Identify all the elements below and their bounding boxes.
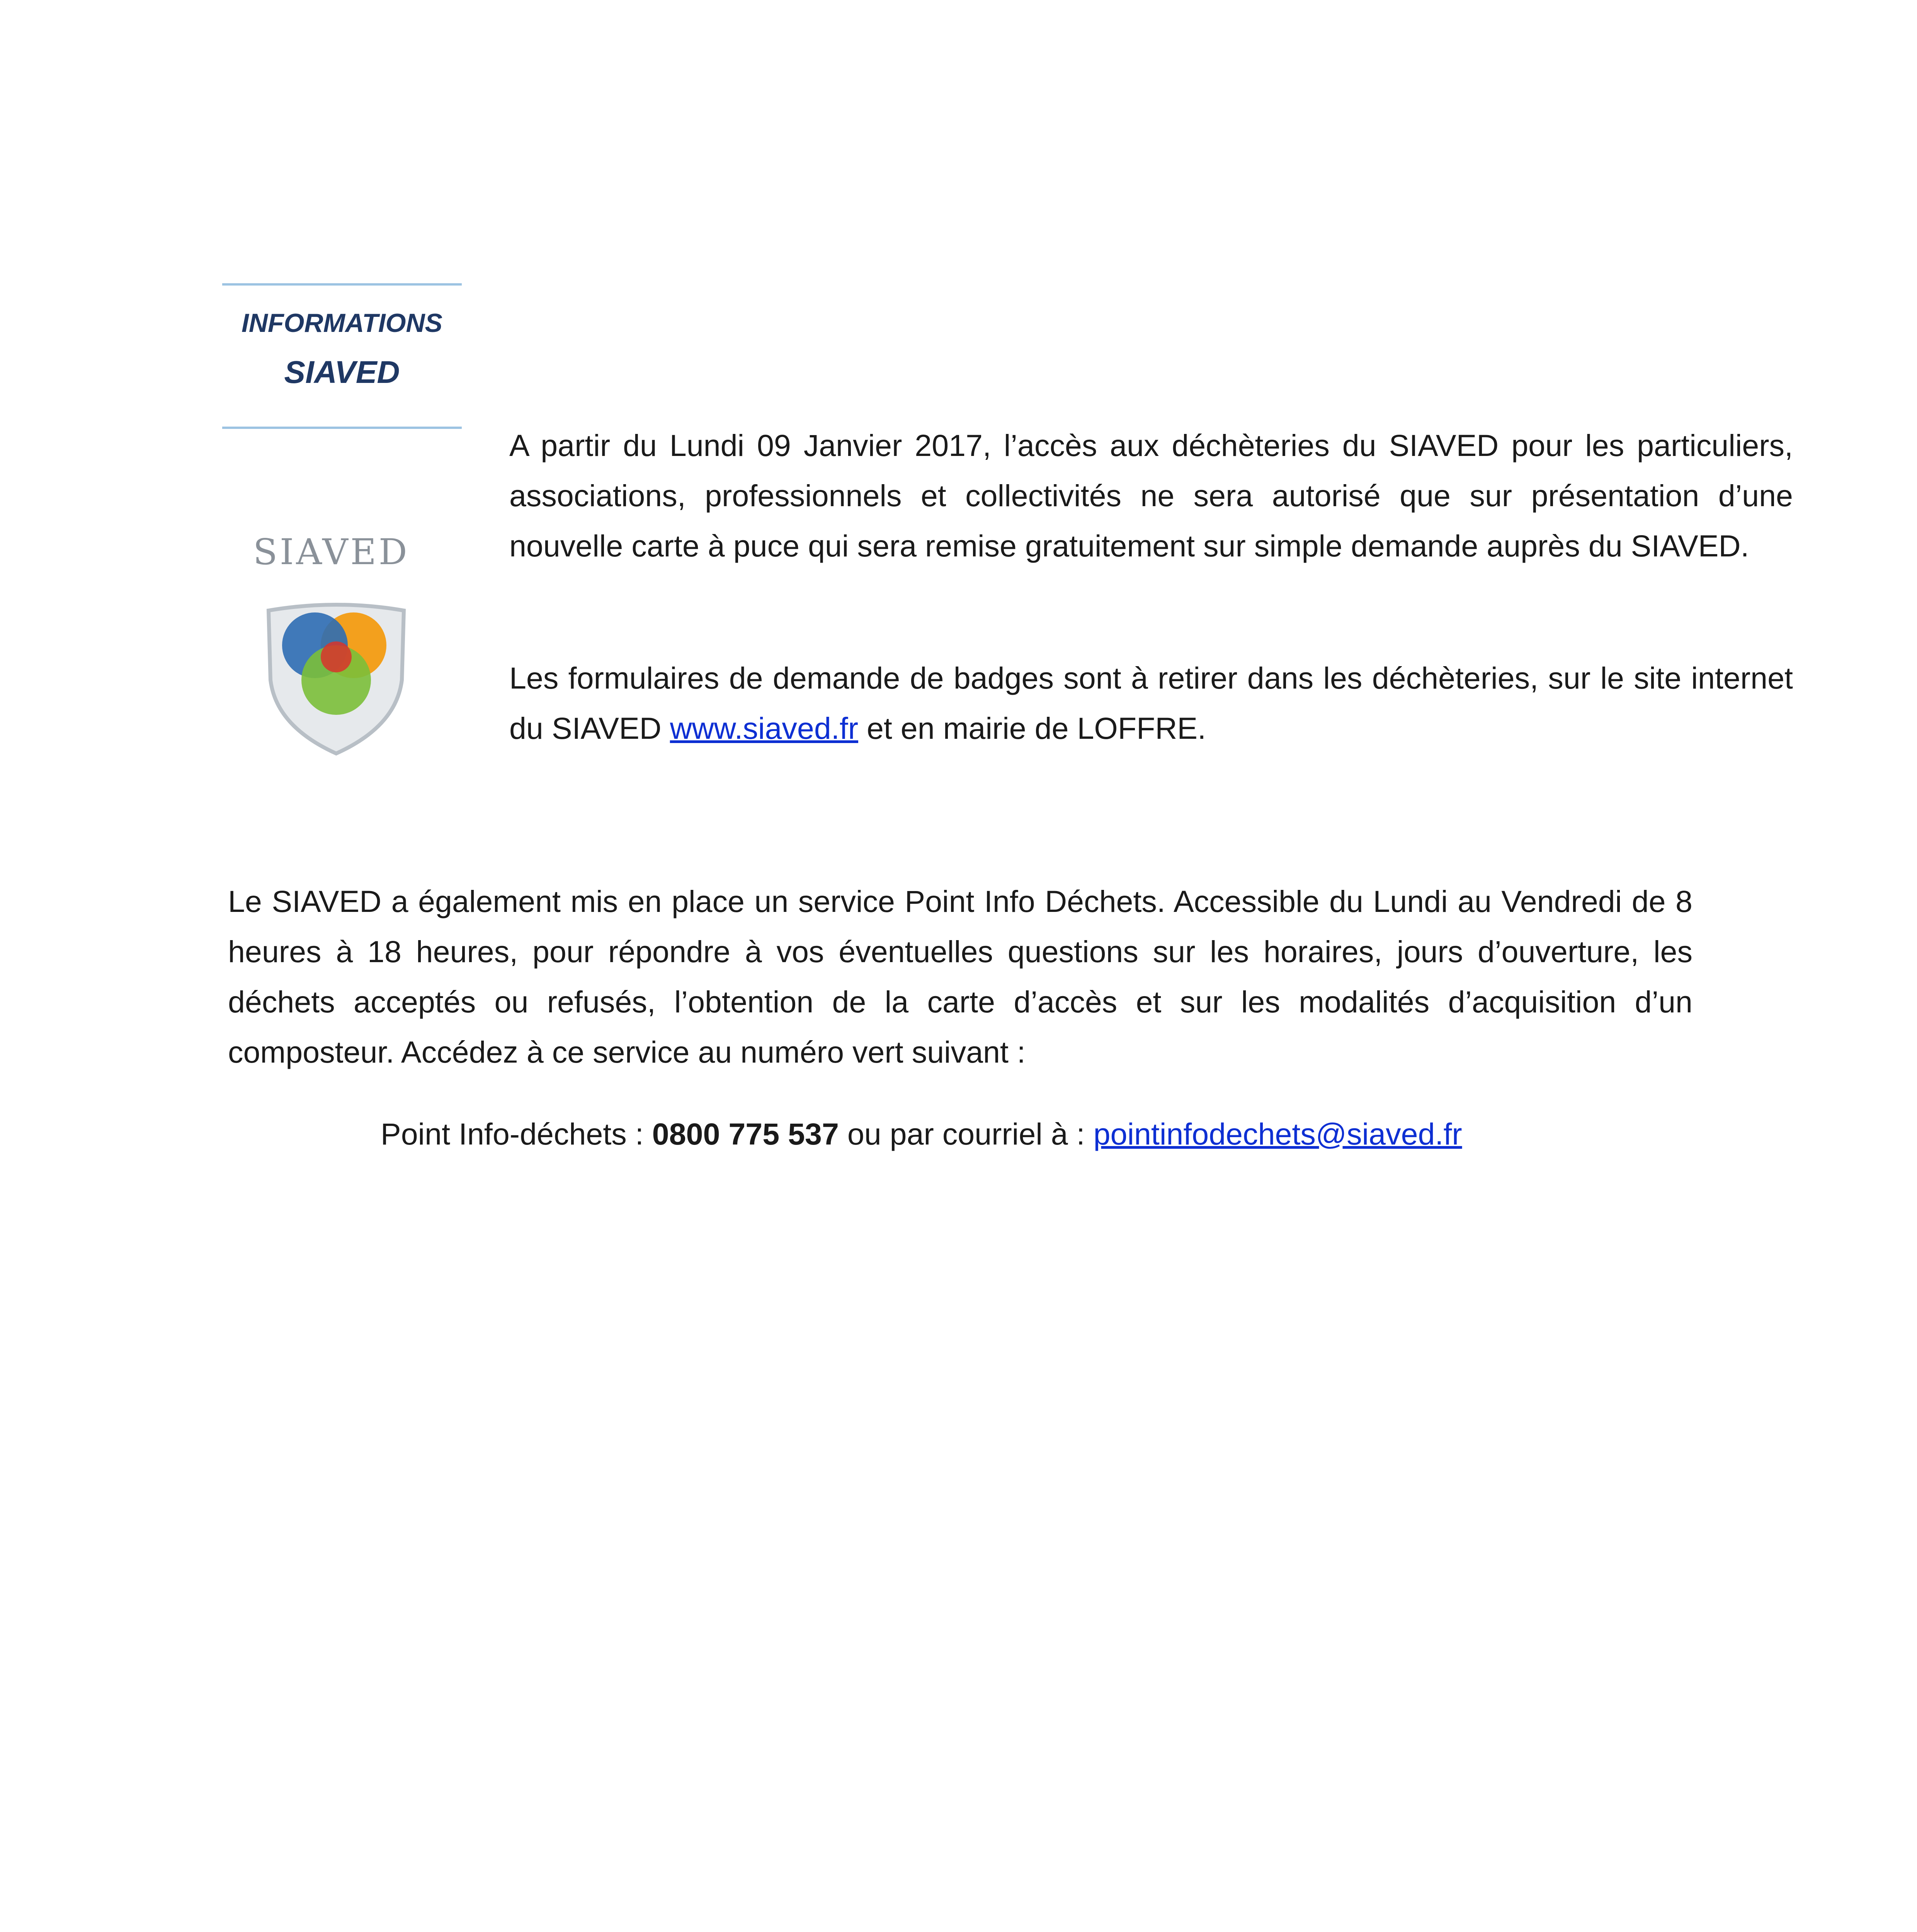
siaved-logo — [253, 531, 419, 757]
paragraph-access: A partir du Lundi 09 Janvier 2017, l’accès aux déchèteries du SIAVED pour les particuliers, associations, professionnels et collectivités ne sera autorisé que sur présentation d’une nouvelle carte à puce qui sera remise gratuitement sur simple demande auprès du SIAVED. — [509, 428, 1793, 563]
header-title-line2: SIAVED — [284, 355, 400, 390]
email-link[interactable]: pointinfodechets@siaved.fr — [1093, 1117, 1462, 1151]
contact-label: Point Info-déchets : — [381, 1117, 652, 1151]
paragraph-forms-text-end: et en mairie de LOFFRE. — [858, 711, 1206, 745]
phone-number: 0800 775 537 — [652, 1117, 839, 1151]
siaved-website-link[interactable]: www.siaved.fr — [670, 711, 858, 745]
contact-line — [381, 1109, 1772, 1159]
contact-middle: ou par courriel à : — [839, 1117, 1094, 1151]
paragraph-forms — [509, 653, 1793, 753]
logo-text: SIAVED — [253, 531, 410, 573]
header-title-line1: INFORMATIONS — [241, 308, 443, 338]
paragraph-forms-text: Les formulaires de demande de badges sont à retirer dans les déchèteries, sur le site internet du SIAVED — [509, 661, 1793, 745]
paragraph-point-info: Le SIAVED a également mis en place un service Point Info Déchets. Accessible du Lundi au Vendredi de 8 heures à 18 heures, pour répondre à vos éventuelles questions sur les horaires, jours d’ouverture, les déchets acceptés ou refusés, l’obtention de la carte d’accès et sur les modalités d’acquisition d’un composteur. Accédez à ce service au numéro vert suivant : — [228, 884, 1692, 1069]
info-header-box — [222, 283, 462, 429]
